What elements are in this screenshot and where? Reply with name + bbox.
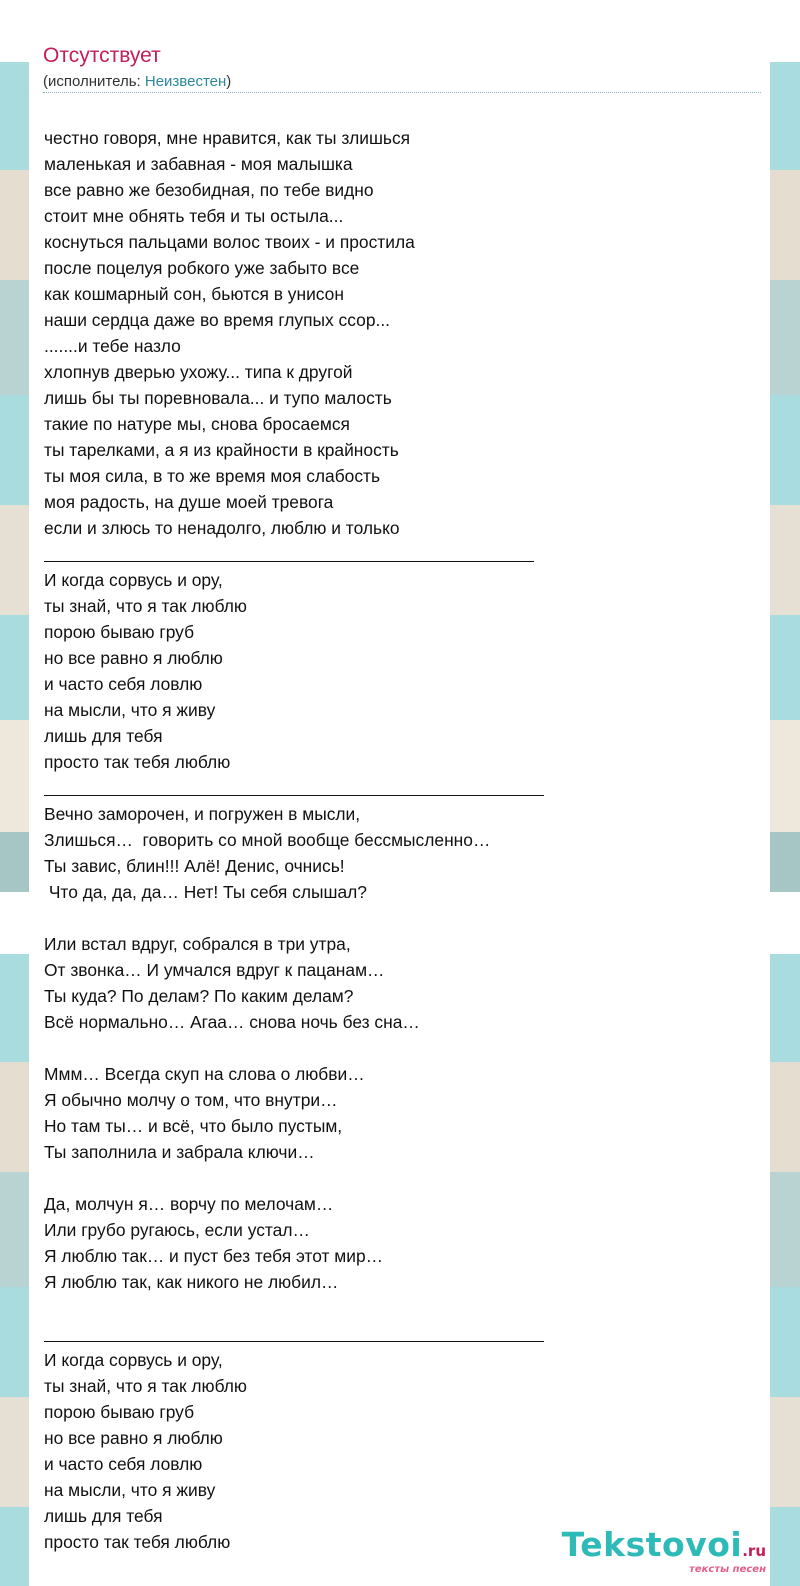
site-logo[interactable] [561,1525,766,1575]
lyric-line: Злишься… говорить со мной вообще бессмысленно… [44,830,491,850]
lyric-line: Ты завис, блин!!! Алё! Денис, очнись! [44,856,345,876]
lyric-line: как кошмарный сон, бьются в унисон [44,284,344,304]
song-title: Отсутствует [43,44,161,67]
logo-tagline: тексты песен [689,1564,766,1575]
lyric-line: И когда сорвусь и ору, [44,1350,223,1370]
stanza-gap [44,1165,744,1191]
lyric-line: Да, молчун я… ворчу по мелочам… [44,1194,334,1214]
lyric-line: Я люблю так… и пуст без тебя этот мир… [44,1246,384,1266]
section-divider [44,541,744,567]
lyric-line: лишь бы ты поревновала... и тупо малость [44,388,392,408]
lyric-line: после поцелуя робкого уже забыто все [44,258,360,278]
lyric-line: Ты куда? По делам? По каким делам? [44,986,354,1006]
lyric-line: Я обычно молчу о том, что внутри… [44,1090,338,1110]
lyric-line: наши сердца даже во время глупых ссор... [44,310,390,330]
lyric-line: но все равно я люблю [44,648,223,668]
section-divider [44,1321,744,1347]
lyric-line: Ты заполнила и забрала ключи… [44,1142,315,1162]
lyric-line: От звонка… И умчался вдруг к пацанам… [44,960,385,980]
logo-name: Tekstovoi [561,1525,743,1564]
header-divider [43,92,761,93]
lyric-line: ты знай, что я так люблю [44,596,247,616]
lyric-line: и часто себя ловлю [44,674,203,694]
lyric-line: просто так тебя люблю [44,752,231,772]
lyric-line: порою бываю груб [44,1402,195,1422]
lyric-line: просто так тебя люблю [44,1532,231,1552]
lyric-line: Но там ты… и всё, что было пустым, [44,1116,343,1136]
stanza-gap [44,1295,744,1321]
lyric-line: все равно же безобидная, по тебе видно [44,180,374,200]
stanza-gap [44,1035,744,1061]
lyrics-body [44,125,744,1555]
section-divider [44,775,744,801]
lyrics-card [29,22,770,1586]
lyric-line: Всё нормально… Агаа… снова ночь без сна… [44,1012,420,1032]
lyric-line: если и злюсь то ненадолго, люблю и только [44,518,400,538]
lyric-line: на мысли, что я живу [44,1480,216,1500]
lyric-line: ты знай, что я так люблю [44,1376,247,1396]
lyric-line: Что да, да, да… Нет! Ты себя слышал? [44,882,367,902]
lyric-line: .......и тебе назло [44,336,181,356]
lyric-line: порою бываю груб [44,622,195,642]
lyric-line: стоит мне обнять тебя и ты остыла... [44,206,344,226]
lyric-line: такие по натуре мы, снова бросаемся [44,414,350,434]
lyric-line: и часто себя ловлю [44,1454,203,1474]
lyric-line: Или грубо ругаюсь, если устал… [44,1220,310,1240]
stanza-gap [44,905,744,931]
lyric-line: хлопнув дверью ухожу... типа к другой [44,362,353,382]
lyric-line: моя радость, на душе моей тревога [44,492,334,512]
lyric-line: И когда сорвусь и ору, [44,570,223,590]
artist-prefix: (исполнитель: [43,73,145,90]
lyric-line: на мысли, что я живу [44,700,216,720]
artist-suffix: ) [226,73,232,90]
lyric-line: маленькая и забавная - моя малышка [44,154,353,174]
lyric-line: лишь для тебя [44,1506,163,1526]
logo-domain: .ru [742,1542,766,1560]
lyric-line: Ммм… Всегда скуп на слова о любви… [44,1064,365,1084]
lyric-line: честно говоря, мне нравится, как ты злишься [44,128,411,148]
artist-link[interactable]: Неизвестен [144,73,227,90]
lyric-line: лишь для тебя [44,726,163,746]
lyric-line: Вечно заморочен, и погружен в мысли, [44,804,361,824]
lyric-line: ты тарелками, а я из крайности в крайность [44,440,399,460]
lyric-line: но все равно я люблю [44,1428,223,1448]
lyric-line: ты моя сила, в то же время моя слабость [44,466,381,486]
lyric-line: Или встал вдруг, собрался в три утра, [44,934,351,954]
artist-line [43,73,231,90]
lyric-line: Я люблю так, как никого не любил… [44,1272,339,1292]
lyric-line: коснуться пальцами волос твоих - и простила [44,232,415,252]
